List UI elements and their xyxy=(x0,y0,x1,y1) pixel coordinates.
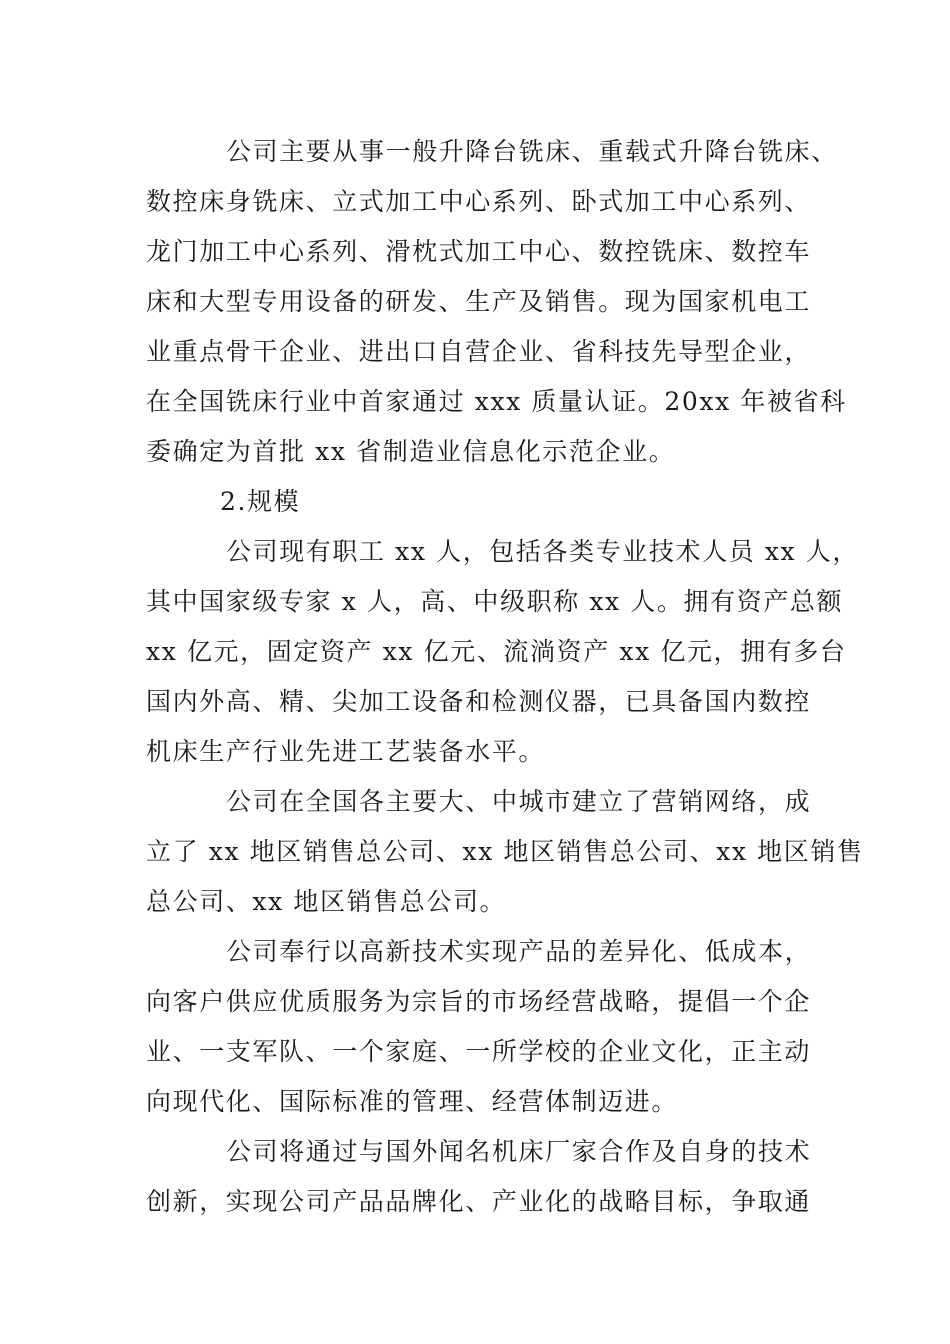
paragraph-strategy-line-1: 公司奉行以高新技术实现产品的差异化、低成本， xyxy=(226,937,812,966)
paragraph-scale-line-3: xx 亿元，固定资产 xx 亿元、流淌资产 xx 亿元，拥有多台 xyxy=(146,637,847,666)
paragraph-intro-line-4: 床和大型专用设备的研发、生产及销售。现为国家机电工 xyxy=(146,287,812,316)
paragraph-intro-line-2: 数控床身铣床、立式加工中心系列、卧式加工中心系列、 xyxy=(146,187,812,216)
paragraph-network-line-1: 公司在全国各主要大、中城市建立了营销网络，成 xyxy=(226,787,812,816)
paragraph-network-line-3: 总公司、xx 地区销售总公司。 xyxy=(146,887,507,916)
paragraph-goal-line-2: 创新，实现公司产品品牌化、产业化的战略目标，争取通 xyxy=(146,1187,812,1216)
paragraph-intro-line-1: 公司主要从事一般升降台铣床、重载式升降台铣床、 xyxy=(226,137,838,166)
paragraph-scale-line-1: 公司现有职工 xx 人，包括各类专业技术人员 xx 人， xyxy=(226,537,859,566)
paragraph-strategy-line-3: 业、一支军队、一个家庭、一所学校的企业文化，正主动 xyxy=(146,1037,812,1066)
section-heading-scale: 2.规模 xyxy=(220,487,301,516)
paragraph-intro-line-6: 在全国铣床行业中首家通过 xxx 质量认证。20xx 年被省科 xyxy=(146,387,847,416)
paragraph-goal-line-1: 公司将通过与国外闻名机床厂家合作及自身的技术 xyxy=(226,1137,812,1166)
paragraph-strategy-line-2: 向客户供应优质服务为宗旨的市场经营战略，提倡一个企 xyxy=(146,987,812,1016)
paragraph-network-line-2: 立了 xx 地区销售总公司、xx 地区销售总公司、xx 地区销售 xyxy=(146,837,864,866)
paragraph-scale-line-5: 机床生产行业先进工艺装备水平。 xyxy=(146,737,546,766)
paragraph-strategy-line-4: 向现代化、国际标准的管理、经营体制迈进。 xyxy=(146,1087,679,1116)
paragraph-intro-line-3: 龙门加工中心系列、滑枕式加工中心、数控铣床、数控车 xyxy=(146,237,812,266)
paragraph-scale-line-2: 其中国家级专家 x 人，高、中级职称 xx 人。拥有资产总额 xyxy=(146,587,844,616)
paragraph-intro-line-5: 业重点骨干企业、进出口自营企业、省科技先导型企业， xyxy=(146,337,812,366)
paragraph-scale-line-4: 国内外高、精、尖加工设备和检测仪器，已具备国内数控 xyxy=(146,687,812,716)
paragraph-intro-line-7: 委确定为首批 xx 省制造业信息化示范企业。 xyxy=(146,437,676,466)
